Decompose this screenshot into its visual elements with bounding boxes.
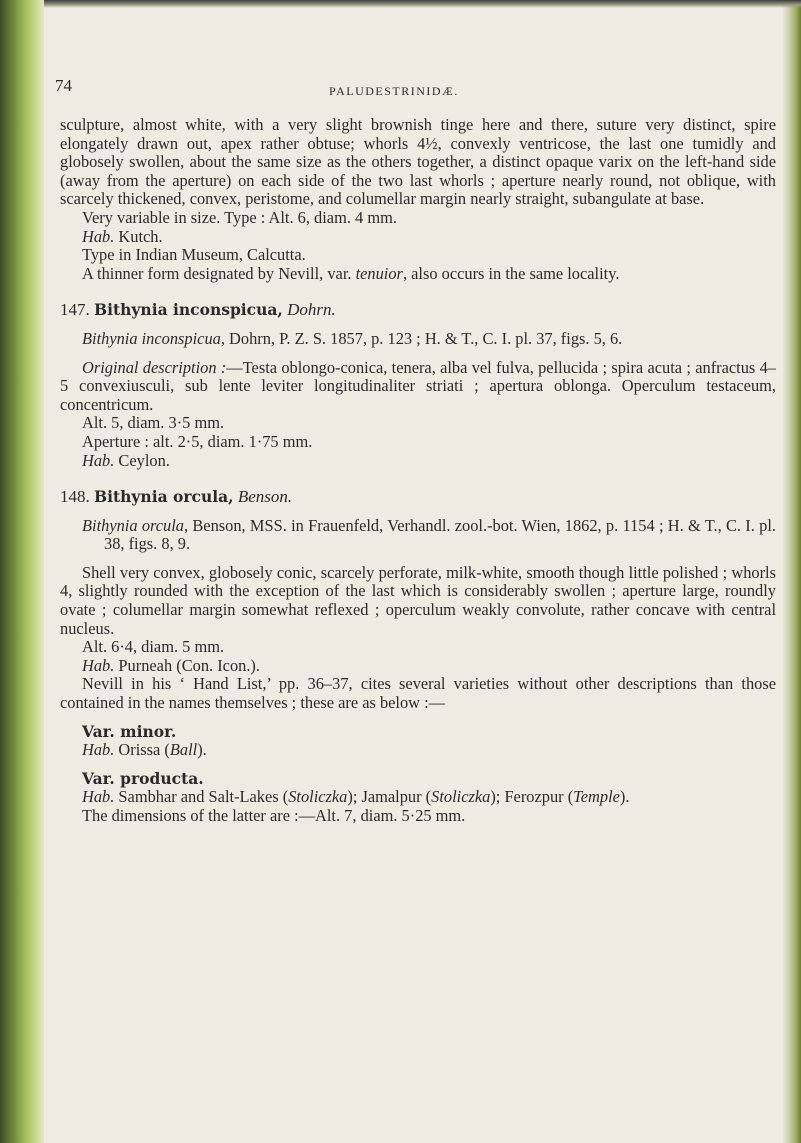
book-spine-border bbox=[0, 0, 44, 1143]
collector-name: Temple bbox=[573, 787, 620, 807]
nevill-note: Nevill in his ‘ Hand List,’ pp. 36–37, cites several varieties without other descriptions than those contained in the names themselves ; these are as below :— bbox=[60, 674, 776, 713]
species-name: Bithynia orcula, bbox=[94, 487, 234, 507]
size-note: Very variable in size. Type : Alt. 6, diam. 4 mm. bbox=[82, 207, 397, 227]
habitat-148 bbox=[60, 657, 776, 676]
variety-name: tenuior bbox=[355, 263, 403, 283]
var-minor-habitat bbox=[60, 741, 776, 760]
running-title: PALUDESTRINIDÆ. bbox=[329, 84, 459, 98]
original-description-text: —Testa oblongo-conica, tenera, alba vel fulva, pellucida ; spira acuta ; anfractus 4–5 convexiusculi, sub lente leviter longitudinaliter striati ; apertura oblonga. Operculum testaceum, concentricum. bbox=[60, 357, 776, 414]
hab-label: Hab. bbox=[82, 740, 115, 760]
collector-name: Ball bbox=[169, 740, 198, 760]
species-author: Benson. bbox=[237, 487, 293, 507]
page-edge-border bbox=[783, 0, 801, 1143]
hab-text: ); Ferozpur ( bbox=[490, 787, 574, 807]
page-header bbox=[55, 76, 771, 96]
collector-name: Stoliczka bbox=[431, 787, 491, 807]
reference-147 bbox=[60, 330, 776, 349]
variety-title: Var. producta. bbox=[82, 768, 204, 788]
reference-name: Bithynia orcula bbox=[82, 515, 184, 535]
hab-text: Kutch. bbox=[114, 226, 163, 246]
var-minor-title bbox=[60, 723, 776, 742]
dimensions-148: Alt. 6·4, diam. 5 mm. bbox=[82, 637, 225, 657]
variety-note bbox=[60, 265, 776, 284]
var-producta-habitat bbox=[60, 788, 776, 807]
reference-text: , Benson, MSS. in Frauenfeld, Verhandl. zool.-bot. Wien, 1862, p. 1154 ; H. & T., C. I. pl. 38, figs. 8, 9. bbox=[104, 515, 776, 554]
hab-text: ); Jamalpur ( bbox=[347, 787, 432, 807]
variety-note-c: , also occurs in the same locality. bbox=[402, 263, 620, 283]
hab-label: Hab. bbox=[82, 226, 115, 246]
top-edge-border bbox=[44, 0, 801, 8]
page-body bbox=[60, 116, 776, 826]
variety-note-a: A thinner form designated by Nevill, var. bbox=[82, 263, 356, 283]
hab-text: ). bbox=[619, 787, 630, 807]
aperture-147: Aperture : alt. 2·5, diam. 1·75 mm. bbox=[82, 431, 313, 451]
hab-text: Ceylon. bbox=[114, 450, 170, 470]
page-number: 74 bbox=[55, 76, 72, 95]
hab-text: ). bbox=[197, 740, 207, 760]
reference-text: , Dohrn, P. Z. S. 1857, p. 123 ; H. & T., C. I. pl. 37, figs. 5, 6. bbox=[220, 328, 623, 348]
species-heading-148 bbox=[60, 488, 776, 507]
dimensions-latter: The dimensions of the latter are :—Alt. 7, diam. 5·25 mm. bbox=[82, 806, 466, 825]
dimensions-147: Alt. 5, diam. 3·5 mm. bbox=[82, 413, 225, 433]
hab-text: Orissa ( bbox=[114, 740, 170, 760]
continued-description: sculpture, almost white, with a very slight brownish tinge here and there, suture very distinct, spire elongately drawn out, apex rather obtuse; whorls 4½, convexly ventricose, the last one tumidly and globosely swollen, about the same size as the others together, a distinct opaque varix on the left-hand side (away from the aperture) on each side of the two last whorls ; aperture nearly round, not oblique, with scarcely thickened, convex, peristome, and columellar margin nearly straight, subangulate at base. bbox=[60, 115, 776, 209]
hab-label: Hab. bbox=[82, 450, 115, 470]
habitat-147 bbox=[60, 452, 776, 471]
species-number: 148. bbox=[60, 487, 90, 507]
reference-148 bbox=[60, 517, 776, 554]
hab-text: Purneah (Con. Icon.). bbox=[114, 655, 260, 675]
original-description bbox=[60, 359, 776, 415]
variety-title: Var. minor. bbox=[82, 721, 177, 741]
reference-name: Bithynia inconspicua bbox=[82, 328, 221, 348]
habitat-line bbox=[60, 228, 776, 247]
var-producta-title bbox=[60, 770, 776, 789]
type-location: Type in Indian Museum, Calcutta. bbox=[82, 245, 306, 265]
hab-text: Sambhar and Salt-Lakes ( bbox=[114, 787, 289, 807]
species-number: 147. bbox=[60, 300, 90, 320]
description-148: Shell very convex, globosely conic, scarcely perforate, milk-white, smooth though little polished ; whorls 4, slightly rounded with the exception of the last which is considerably swollen ; aperture large, roundly ovate ; columellar margin somewhat reflexed ; operculum weakly convolute, rather concave with central nucleus. bbox=[60, 562, 776, 638]
species-name: Bithynia inconspicua, bbox=[94, 300, 283, 320]
hab-label: Hab. bbox=[82, 655, 115, 675]
hab-label: Hab. bbox=[82, 787, 115, 807]
species-author: Dohrn. bbox=[287, 300, 336, 320]
species-heading-147 bbox=[60, 301, 776, 320]
collector-name: Stoliczka bbox=[288, 787, 348, 807]
original-description-label: Original description : bbox=[82, 357, 227, 377]
